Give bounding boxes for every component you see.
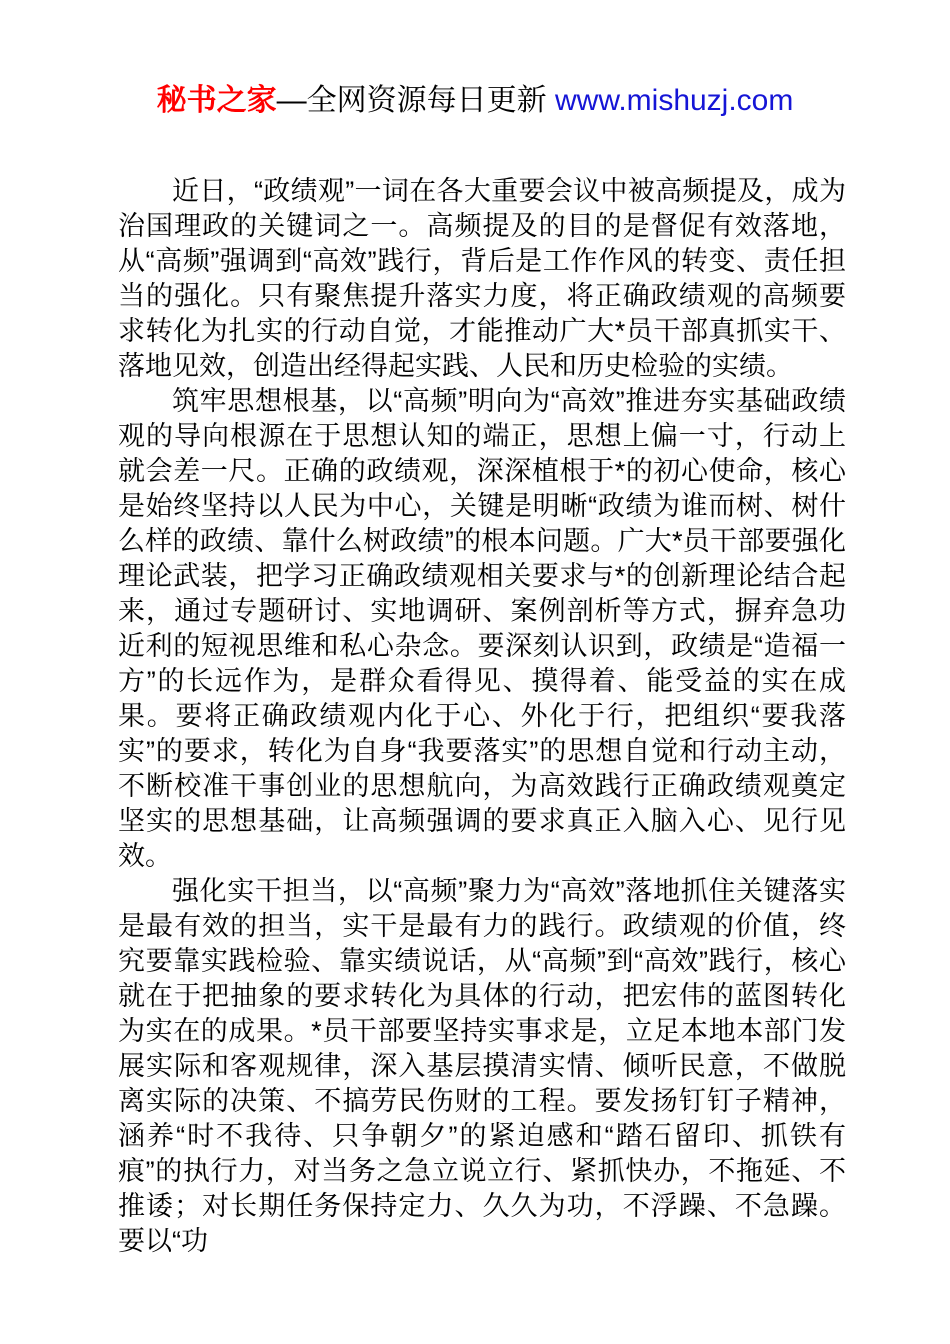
paragraph: 近日，“政绩观”一词在各大重要会议中被高频提及，成为治国理政的关键词之一。高频提及的目的是督促有效落地，从“高频”强调到“高效”践行，背后是工作作风的转变、责任担当的强化。只有聚焦提升落实力度，将正确政绩观的高频要求转化为扎实的行动自觉，才能推动广大*员干部真抓实干、落地见效，创造出经得起实践、人民和历史检验的实绩。 — [118, 176, 846, 381]
site-tagline: —全网资源每日更新 — [276, 84, 555, 117]
paragraph: 筑牢思想根基，以“高频”明向为“高效”推进夯实基础政绩观的导向根源在于思想认知的端正，思想上偏一寸，行动上就会差一尺。正确的政绩观，深深植根于*的初心使命，核心是始终坚持以人民为中心，关键是明晰“政绩为谁而树、树什么样的政绩、靠什么树政绩”的根本问题。广大*员干部要强化理论武装，把学习正确政绩观相关要求与*的创新理论结合起来，通过专题研讨、实地调研、案例剖析等方式，摒弃急功近利的短视思维和私心杂念。要深刻认识到，政绩是“造福一方”的长远作为，是群众看得见、摸得着、能受益的实在成果。要将正确政绩观内化于心、外化于行，把组织“要我落实”的要求，转化为自身“我要落实”的思想自觉和行动主动，不断校准干事创业的思想航向，为高效践行正确政绩观奠定坚实的思想基础，让高频强调的要求真正入脑入心、见行见效。 — [118, 386, 846, 871]
document-body — [118, 174, 846, 1259]
paragraph: 强化实干担当，以“高频”聚力为“高效”落地抓住关键落实是最有效的担当，实干是最有力的践行。政绩观的价值，终究要靠实践检验、靠实绩说话，从“高频”到“高效”践行，核心就在于把抽象的要求转化为具体的行动，把宏伟的蓝图转化为实在的成果。*员干部要坚持实事求是，立足本地本部门发展实际和客观规律，深入基层摸清实情、倾听民意，不做脱离实际的决策、不搞劳民伤财的工程。要发扬钉钉子精神，涵养“时不我待、只争朝夕”的紧迫感和“踏石留印、抓铁有痕”的执行力，对当务之急立说立行、紧抓快办，不拖延、不推诿；对长期任务保持定力、久久为功，不浮躁、不急躁。要以“功 — [118, 876, 846, 1256]
site-header — [0, 84, 950, 118]
site-name: 秘书之家 — [156, 84, 277, 117]
site-url[interactable]: www.mishuzj.com — [554, 84, 794, 117]
